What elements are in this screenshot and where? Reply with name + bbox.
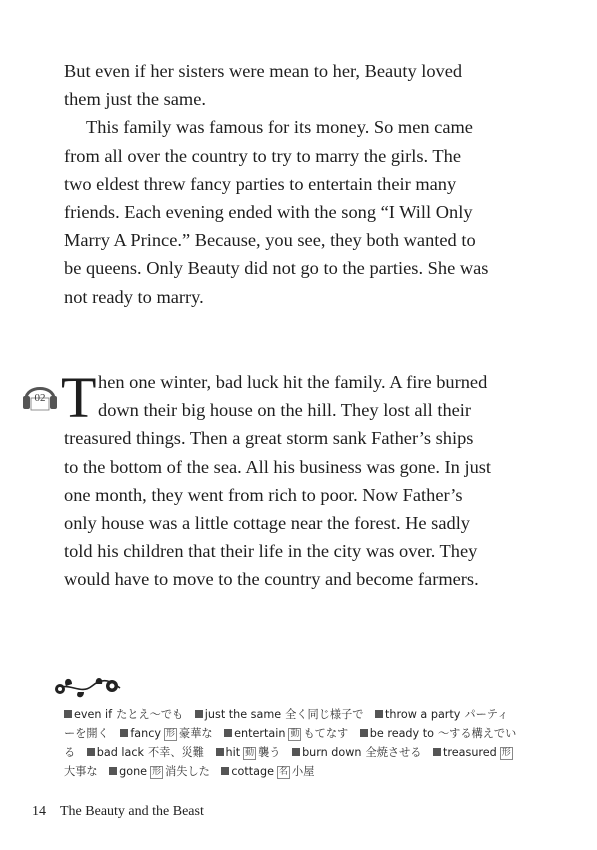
text-line: be queens. Only Beauty did not go to the parties. She was — [64, 258, 489, 279]
paragraph-3 — [64, 368, 536, 594]
paragraph-1 — [64, 57, 536, 311]
part-of-speech-badge: 動 — [290, 729, 300, 739]
text-line: from all over the country to try to marry the girls. The — [64, 145, 461, 166]
glossary-gloss: ～する構えでい — [437, 727, 517, 740]
glossary-term: cottage — [231, 765, 275, 778]
page-footer — [32, 804, 204, 820]
text-line: told his children that their life in the city was over. They — [64, 541, 478, 562]
bullet-square-icon — [224, 729, 232, 737]
bullet-square-icon — [195, 710, 203, 718]
vocabulary-glossary — [64, 705, 540, 781]
glossary-line — [64, 743, 540, 762]
text-line: would have to move to the country and become farmers. — [64, 569, 479, 590]
bullet-square-icon — [292, 748, 300, 756]
drop-cap: T — [61, 365, 97, 430]
glossary-term: even if — [74, 708, 113, 721]
bullet-square-icon — [120, 729, 128, 737]
text-line: friends. Each evening ended with the song “I Will Only — [64, 201, 473, 222]
glossary-term: burn down — [302, 746, 362, 759]
glossary-term: fancy — [130, 727, 161, 740]
text-line: to the bottom of the sea. All his business was gone. In just — [64, 456, 492, 477]
text-line: Marry A Prince.” Because, you see, they both wanted to — [64, 230, 476, 251]
bullet-square-icon — [221, 767, 229, 775]
book-title: The Beauty and the Beast — [60, 804, 204, 819]
text-line: not ready to marry. — [64, 286, 204, 307]
glossary-gloss: たとえ～でも — [116, 708, 184, 721]
glossary-gloss: る — [64, 746, 76, 759]
bullet-square-icon — [375, 710, 383, 718]
text-line: down their big house on the hill. They lost all their — [98, 400, 472, 421]
glossary-gloss: 全く同じ様子で — [285, 708, 364, 721]
glossary-gloss: もてなす — [303, 727, 349, 740]
page-number: 14 — [32, 804, 46, 819]
part-of-speech-badge: 形 — [152, 767, 162, 777]
glossary-gloss: 小屋 — [292, 765, 315, 778]
part-of-speech-badge: 形 — [166, 729, 176, 739]
audio-track-number: 02 — [34, 392, 46, 404]
bullet-square-icon — [360, 729, 368, 737]
bullet-square-icon — [216, 748, 224, 756]
text-line: them just the same. — [64, 89, 206, 110]
glossary-term: throw a party — [385, 708, 461, 721]
glossary-term: entertain — [234, 727, 286, 740]
bullet-square-icon — [87, 748, 95, 756]
bullet-square-icon — [109, 767, 117, 775]
glossary-gloss: 襲う — [258, 746, 281, 759]
glossary-term: just the same — [204, 708, 282, 721]
part-of-speech-badge: 名 — [279, 767, 289, 777]
glossary-term: bad lack — [96, 746, 144, 759]
glossary-line — [64, 705, 540, 724]
text-line: But even if her sisters were mean to her, Beauty loved — [64, 61, 463, 81]
glossary-term: gone — [119, 765, 148, 778]
glossary-term: hit — [225, 746, 241, 759]
text-line: two eldest threw fancy parties to entertain their many — [64, 173, 457, 194]
glossary-gloss: 豪華な — [179, 727, 213, 740]
glossary-line — [64, 762, 540, 781]
glossary-gloss: パーティ — [464, 708, 509, 721]
text-line: one month, they went from rich to poor. Now Father’s — [64, 484, 463, 505]
text-line: This family was famous for its money. So men came — [86, 117, 473, 138]
glossary-term: treasured — [443, 746, 497, 759]
text-line: only house was a little cottage near the forest. He sadly — [64, 512, 470, 533]
glossary-gloss: 不幸、災難 — [147, 746, 204, 759]
part-of-speech-badge: 動 — [245, 748, 255, 758]
glossary-gloss: 全焼させる — [365, 746, 422, 759]
bullet-square-icon — [433, 748, 441, 756]
glossary-gloss: 大事な — [64, 765, 98, 778]
text-line: hen one winter, bad luck hit the family. A fire burned — [98, 372, 488, 392]
part-of-speech-badge: 形 — [501, 748, 511, 758]
glossary-gloss: ーを開く — [64, 727, 109, 740]
glossary-line — [64, 724, 540, 743]
rose-ornament-icon — [52, 672, 124, 700]
glossary-gloss: 消失した — [165, 765, 210, 778]
bullet-square-icon — [64, 710, 72, 718]
text-line: treasured things. Then a great storm sank Father’s ships — [64, 428, 474, 449]
glossary-term: be ready to — [369, 727, 434, 740]
